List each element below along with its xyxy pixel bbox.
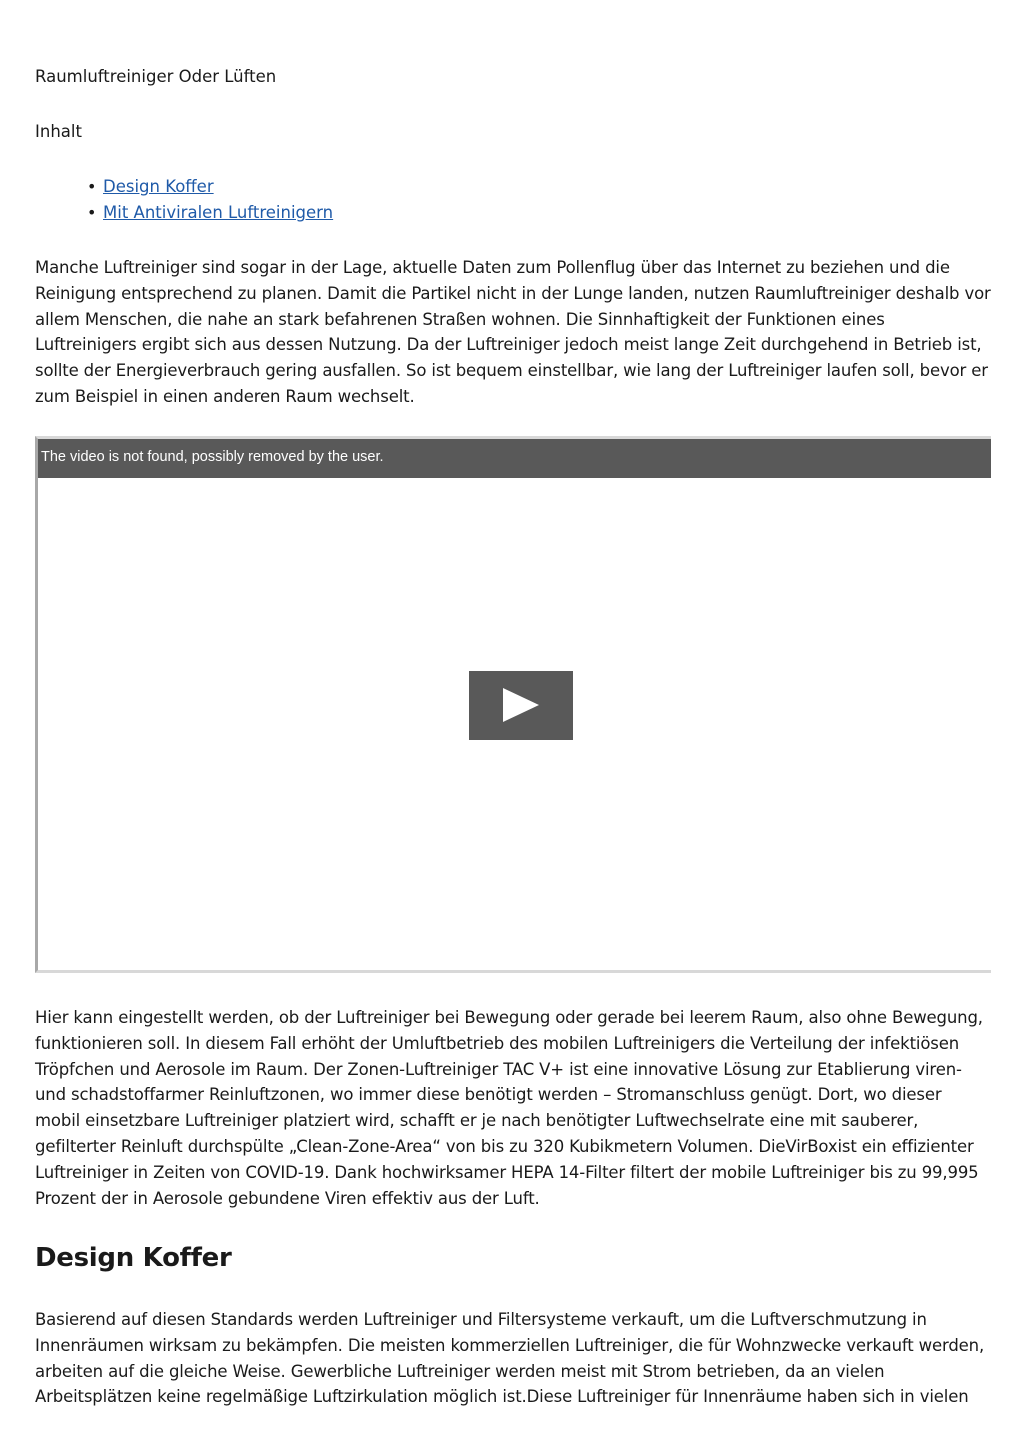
toc-item <box>87 200 334 226</box>
video-error-message: The video is not found, possibly removed by the user. <box>41 449 384 465</box>
section-heading-design-koffer: Design Koffer <box>35 1243 232 1273</box>
play-icon <box>503 688 539 722</box>
table-of-contents <box>87 174 334 226</box>
toc-item <box>87 174 333 200</box>
page-title: Raumluftreiniger Oder Lüften <box>35 67 277 86</box>
paragraph-intro: Manche Luftreiniger sind sogar in der Lage, aktuelle Daten zum Pollenflug über das Internet zu beziehen und die Reinigung entsprechend zu planen. Damit die Partikel nicht in der Lunge landen, nutzen Raumluftreiniger deshalb vor allem Menschen, die nahe an stark befahrenen Straßen wohnen. Die Sinnhaftigkeit der Funktionen eines Luftreinigers ergibt sich aus dessen Nutzung. Da der Luftreiniger jedoch meist lange Zeit durchgehend in Betrieb ist, sollte der Energieverbrauch gering ausfallen. So ist bequem einstellbar, wie lang der Luftreiniger laufen soll, bevor er zum Beispiel in einen anderen Raum wechselt. <box>35 258 991 406</box>
video-title-bar <box>38 439 991 478</box>
bullet-icon: • <box>87 177 97 196</box>
toc-link-antiviralen-luftreinigern[interactable]: Mit Antiviralen Luftreinigern <box>103 203 334 222</box>
play-button[interactable] <box>469 671 573 740</box>
bullet-icon: • <box>87 203 97 222</box>
paragraph-section: Basierend auf diesen Standards werden Luftreiniger und Filtersysteme verkauft, um die Luftverschmutzung in Innenräumen wirksam zu bekämpfen. Die meisten kommerziellen Luftreiniger, die für Wohnzwecke verkauft werden, arbeiten auf die gleiche Weise. Gewerbliche Luftreiniger werden meist mit Strom betrieben, da an vielen Arbeitsplätzen keine regelmäßige Luftzirkulation möglich ist.Diese Luftreiniger für Innenräume haben sich in vielen <box>35 1310 985 1407</box>
toc-heading: Inhalt <box>35 122 82 141</box>
video-player[interactable] <box>35 436 991 973</box>
toc-link-design-koffer[interactable]: Design Koffer <box>103 177 214 196</box>
paragraph-body: Hier kann eingestellt werden, ob der Luftreiniger bei Bewegung oder gerade bei leerem Raum, also ohne Bewegung, funktionieren soll. In diesem Fall erhöht der Umluftbetrieb des mobilen Luftreinigers die Verteilung der infektiösen Tröpfchen und Aerosole im Raum. Der Zonen-Luftreiniger TAC V+ ist eine innovative Lösung zur Etablierung viren- und schadstoffarmer Reinluftzonen, wo immer diese benötigt werden – Stromanschluss genügt. Dort, wo dieser mobil einsetzbare Luftreiniger platziert wird, schafft er je nach benötigter Luftwechselrate eine mit sauberer, gefilterter Reinluft durchspülte „Clean-Zone-Area“ von bis zu 320 Kubikmetern Volumen. DieVirBoxist ein effizienter Luftreiniger in Zeiten von COVID-19. Dank hochwirksamer HEPA 14-Filter filtert der mobile Luftreiniger bis zu 99,995 Prozent der in Aerosole gebundene Viren effektiv aus der Luft. <box>35 1008 983 1208</box>
